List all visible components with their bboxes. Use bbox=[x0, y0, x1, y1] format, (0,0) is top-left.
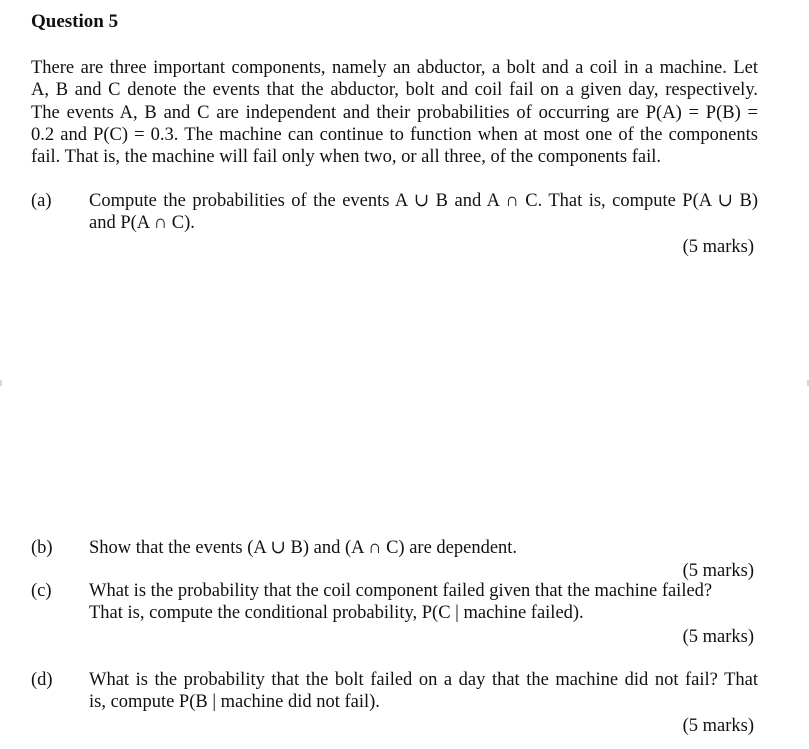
marks-c: (5 marks) bbox=[682, 627, 754, 647]
part-line: That is, compute the conditional probability, P(C | machine failed). bbox=[89, 603, 584, 624]
part-line: What is the probability that the coil component failed given that the machine failed? bbox=[89, 581, 713, 601]
intro-line: fail. That is, the machine will fail only when two, or all three, of the components fail. bbox=[31, 147, 662, 168]
intro-line: 0.2 and P(C) = 0.3. The machine can continue to function when at most one of the components bbox=[31, 124, 758, 145]
part-label: (a) bbox=[31, 191, 52, 211]
question-title: Question 5 bbox=[31, 11, 119, 32]
question-intro bbox=[31, 57, 758, 168]
part-text bbox=[89, 580, 758, 625]
part-label: (d) bbox=[31, 670, 53, 690]
part-line: is, compute P(B | machine did not fail). bbox=[89, 692, 380, 713]
intro-line: There are three important components, namely an abductor, a bolt and a coil in a machine. Let bbox=[31, 58, 758, 78]
part-line: Show that the events (A ∪ B) and (A ∩ C) are dependent. bbox=[89, 538, 518, 558]
left-edge-mark bbox=[0, 380, 2, 386]
marks-d: (5 marks) bbox=[682, 716, 754, 736]
part-line: Compute the probabilities of the events A ∪ B and A ∩ C. That is, compute P(A ∪ B) bbox=[89, 191, 758, 211]
part-line: What is the probability that the bolt failed on a day that the machine did not fail? That bbox=[89, 670, 758, 690]
intro-line: The events A, B and C are independent and their probabilities of occurring are P(A) = P(B) = bbox=[31, 102, 758, 123]
marks-b: (5 marks) bbox=[682, 561, 754, 581]
part-line: and P(A ∩ C). bbox=[89, 213, 195, 234]
part-text bbox=[89, 669, 758, 714]
part-label: (c) bbox=[31, 581, 52, 601]
part-label: (b) bbox=[31, 538, 53, 558]
part-text bbox=[89, 537, 758, 559]
marks-a: (5 marks) bbox=[682, 237, 754, 257]
intro-line: A, B and C denote the events that the abductor, bolt and coil fail on a given day, respectively. bbox=[31, 80, 758, 101]
part-text bbox=[89, 190, 758, 235]
